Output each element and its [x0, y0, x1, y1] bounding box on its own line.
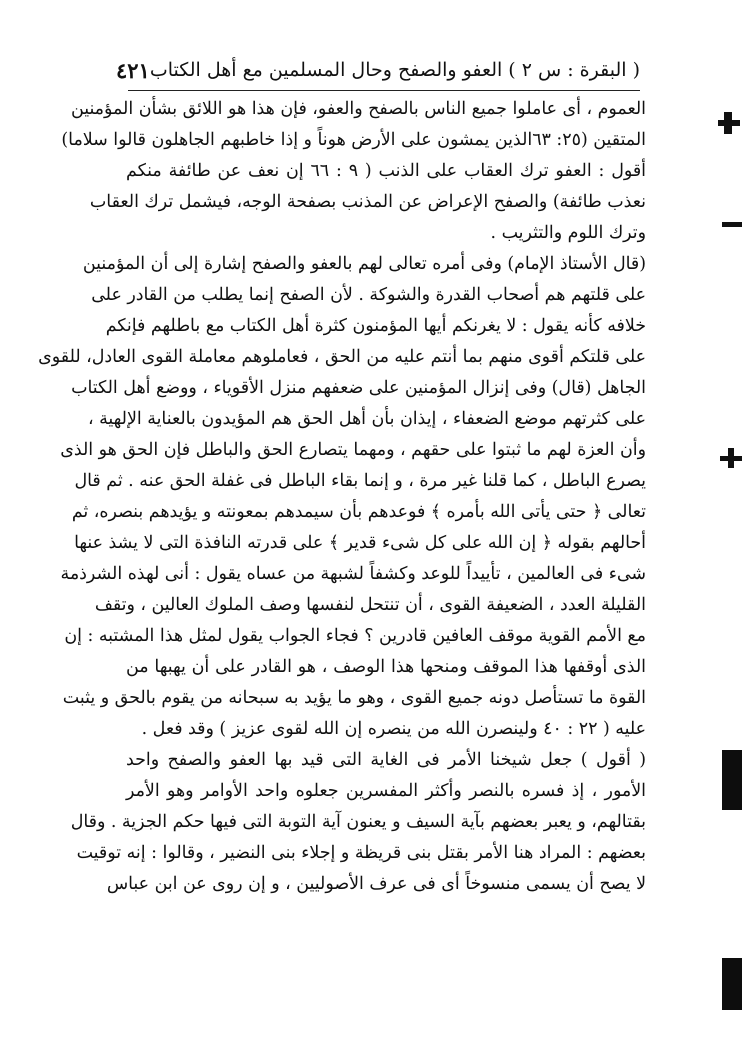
scan-mark [728, 448, 734, 468]
text-line: عليه ( ٢٢ : ٤٠ ولينصرن الله من ينصره إن الله لقوى عزيز ) وقد فعل . [141, 719, 646, 739]
text-line: بعضهم : المراد هنا الأمر بقتل بنى قريظة و إجلاء بنى النضير ، وقالوا : إنه توقيت [76, 843, 646, 863]
page-number: ٤٢١ [115, 57, 150, 83]
text-line: ( أقول ) جعل شيخنا الأمر فى الغاية التى قيد بها العفو والصفح واحد [126, 750, 646, 770]
text-line: مع الأمم القوية موقف العافين قادرين ؟ فجاء الجواب يقول لمثل هذا المشتبه : إن [64, 626, 646, 646]
text-line: خلافه كأنه يقول : لا يغرنكم أيها المؤمنون كثرة أهل الكتاب مع باطلهم فإنكم [105, 316, 646, 336]
text-line: على كثرتهم موضع الضعفاء ، إيذان بأن أهل الحق هم المؤيدون بالعناية الإلهية ، [87, 409, 646, 429]
text-line: تعالى ﴿ حتى يأتى الله بأمره ﴾ فوعدهم بأن سيمدهم بمعونته و يؤيدهم بنصره، ثم [71, 502, 646, 522]
text-line: الجاهل (قال) وفى إنزال المؤمنين على ضعفهم منزل الأقوياء ، ووضع أهل الكتاب [71, 378, 646, 398]
text-line: القليلة العدد ، الضعيفة القوى ، أن تنتحل لنفسها وصف الملوك العالين ، وتقف [94, 595, 646, 615]
text-line: على قلتهم هم أصحاب القدرة والشوكة . لأن الصفح إنما يطلب من القادر على [91, 285, 646, 305]
text-line: على قلتكم أقوى منهم بما أنتم عليه من الحق ، فعاملوهم معاملة القوى العادل، للقوى [38, 347, 646, 367]
text-line: لا يصح أن يسمى منسوخاً أى فى عرف الأصوليين ، و إن روى عن ابن عباس [106, 874, 646, 894]
text-line: وأن العزة لهم ما ثبتوا على حقهم ، ومهما يتصارع الحق والباطل فإن الحق هو الذى [60, 440, 646, 460]
text-line: يصرع الباطل ، كما قلنا غير مرة ، و إنما بقاء الباطل فى غفلة الحق عنه . ثم قال [74, 471, 646, 491]
text-line: أحالهم بقوله ﴿ إن الله على كل شىء قدير ﴾ على قدرته النافذة التى لا يشذ عنها [74, 533, 646, 553]
text-line: أقول : العفو ترك العقاب على الذنب ( ٩ : ٦٦ إن نعف عن طائفة منكم [126, 161, 646, 181]
text-line: شىء فى العالمين ، تأييداً للوعد وكشفاً لشبهة من عساه يقول : أنى لهذه الشرذمة [60, 564, 646, 584]
text-line: الذى أوقفها هذا الموقف ومنحها هذا الوصف ، هو القادر على أن يهبها من [126, 657, 646, 677]
text-line: (قال الأستاذ الإمام) وفى أمره تعالى لهم بالعفو والصفح إشارة إلى أن المؤمنين [82, 254, 646, 274]
scan-mark [722, 222, 742, 227]
text-line: نعذب طائفة) والصفح الإعراض عن المذنب بصفحة الوجه، فيشمل ترك العقاب [89, 192, 646, 212]
text-line: القوة ما تستأصل دونه جميع القوى ، وهو ما يؤيد به سبحانه من يقوم بالحق و يثبت [62, 688, 646, 708]
text-line: وترك اللوم والتثريب . [490, 223, 646, 243]
header-title: ( البقرة : س ٢ ) العفو والصفح وحال المسلمين مع أهل الكتاب [149, 59, 640, 81]
body-text [38, 94, 646, 900]
running-header [115, 50, 640, 91]
text-line: المتقين (٢٥: ٦٣الذين يمشون على الأرض هوناً و إذا خاطبهم الجاهلون قالوا سلاما) [61, 130, 646, 150]
scan-edge-shadow [722, 750, 742, 810]
text-line: الأمور ، إذ فسره بالنصر وأكثر المفسرين جعلوه واحد الأوامر وهو الأمر [126, 781, 646, 801]
scan-edge-shadow [722, 958, 742, 1010]
scan-mark [724, 112, 732, 134]
text-line: العموم ، أى عاملوا جميع الناس بالصفح والعفو، فإن هذا هو اللائق بشأن المؤمنين [70, 99, 646, 119]
text-line: بقتالهم، و يعبر بعضهم بآية السيف و يعنون آية التوبة التى فيها حكم الجزية . وقال [70, 812, 646, 832]
